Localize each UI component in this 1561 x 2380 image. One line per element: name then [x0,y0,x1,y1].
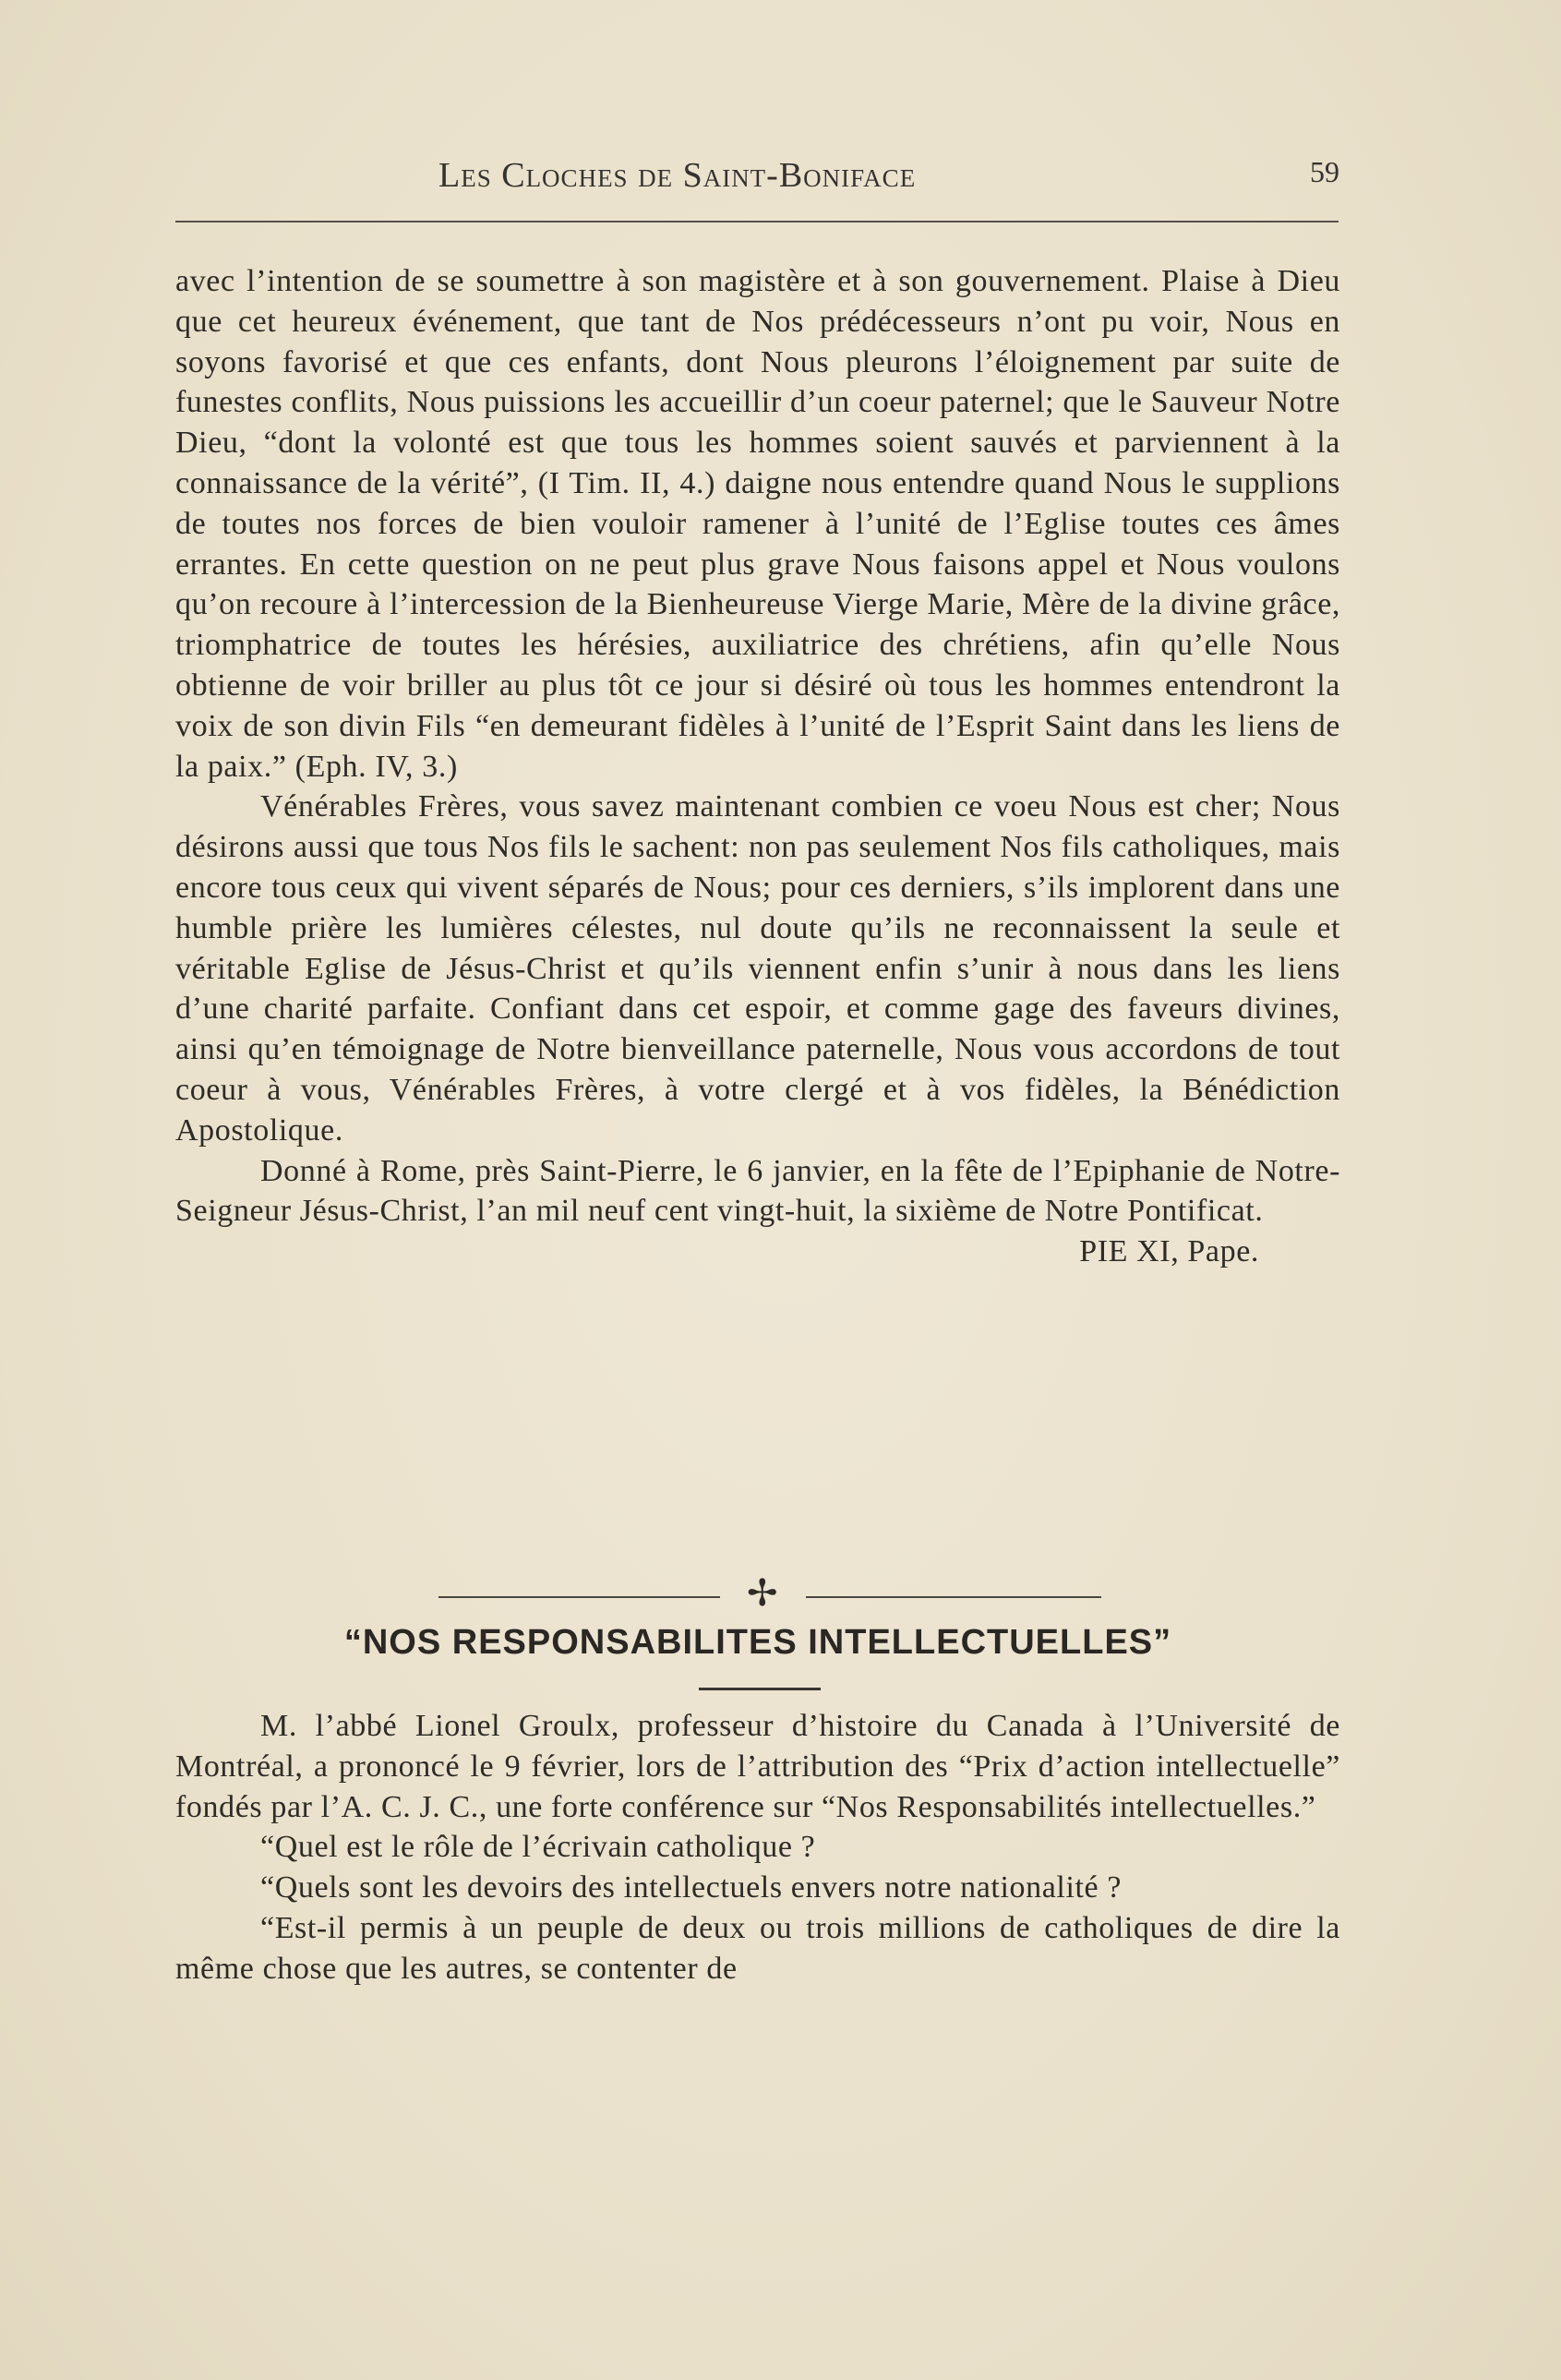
title-underline [699,1688,821,1690]
divider-line-left [438,1596,720,1598]
article-body [175,1706,1340,1989]
letter-body [175,261,1340,1272]
question-peuple: “Est-il permis à un peuple de deux ou trois millions de catholiques de dire la même chose que les autres, se contenter de [175,1910,1340,1986]
running-header [175,155,1339,196]
paragraph-donne: Donné à Rome, près Saint-Pierre, le 6 janvier, en la fête de l’Epiphanie de Notre-Seigneur Jésus-Christ, l’an mil neuf cent vingt-huit, la sixième de Notre Pontificat. [175,1153,1340,1229]
question-ecrivain: “Quel est le rôle de l’écrivain catholique ? [260,1830,816,1865]
section-title: “NOS RESPONSABILITES INTELLECTUELLES” [343,1623,1172,1662]
header-rule [175,221,1339,222]
cross-icon: ✢ [747,1572,778,1615]
page-number: 59 [1310,155,1339,188]
divider-line-right [806,1596,1101,1598]
signature: PIE XI, Pape. [1079,1234,1259,1269]
running-title: Les Cloches de Saint-Boniface [438,156,917,195]
paragraph-groulx: M. l’abbé Lionel Groulx, professeur d’histoire du Canada à l’Université de Montréal, a prononcé le 9 février, lors de l’attribution des “Prix d’action intellectuelle” fondés par l’A. C. J. C., une forte conférence sur “Nos Responsabilités intellectuelles.” [175,1709,1340,1824]
question-devoirs: “Quels sont les devoirs des intellectuels envers notre nationalité ? [260,1870,1123,1905]
section-divider [438,1572,1101,1615]
paragraph-continuation: avec l’intention de se soumettre à son magistère et à son gouvernement. Plaise à Dieu que cet heureux événement, que tant de Nos prédécesseurs n’ont pu voir, Nous en soyons favorisé et que ces enfants, dont Nous pleurons l’éloignement par suite de funestes conflits, Nous puissions les accueillir d’un coeur paternel; que le Sauveur Notre Dieu, “dont la volonté est que tous les hommes soient sauvés et parviennent à la connaissance de la vérité”, (I Tim. II, 4.) daigne nous entendre quand Nous le supplions de toutes nos forces de bien vouloir ramener à l’unité de l’Eglise toutes ces âmes errantes. En cette question on ne peut plus grave Nous faisons appel et Nous voulons qu’on recoure à l’intercession de la Bienheureuse Vierge Marie, Mère de la divine grâce, triomphatrice de toutes les hérésies, auxiliatrice des chrétiens, afin qu’elle Nous obtienne de voir briller au plus tôt ce jour si désiré où tous les hommes entendront la voix de son divin Fils “en demeurant fidèles à l’unité de l’Esprit Saint dans les liens de la paix.” (Eph. IV, 3.) [175,264,1340,784]
paragraph-venerables: Vénérables Frères, vous savez maintenant combien ce voeu Nous est cher; Nous désirons aussi que tous Nos fils le sachent: non pas seulement Nos fils catholiques, mais encore tous ceux qui vivent séparés de Nous; pour ces derniers, s’ils implorent dans une humble prière les lumières célestes, nul doute qu’ils ne reconnaissent la seule et véritable Eglise de Jésus-Christ et qu’ils viennent enfin s’unir à nous dans les liens d’une charité parfaite. Confiant dans cet espoir, et comme gage des faveurs divines, ainsi qu’en témoignage de Notre bienveillance paternelle, Nous vous accordons de tout coeur à vous, Vénérables Frères, à votre clergé et à vos fidèles, la Bénédiction Apostolique. [175,789,1340,1148]
